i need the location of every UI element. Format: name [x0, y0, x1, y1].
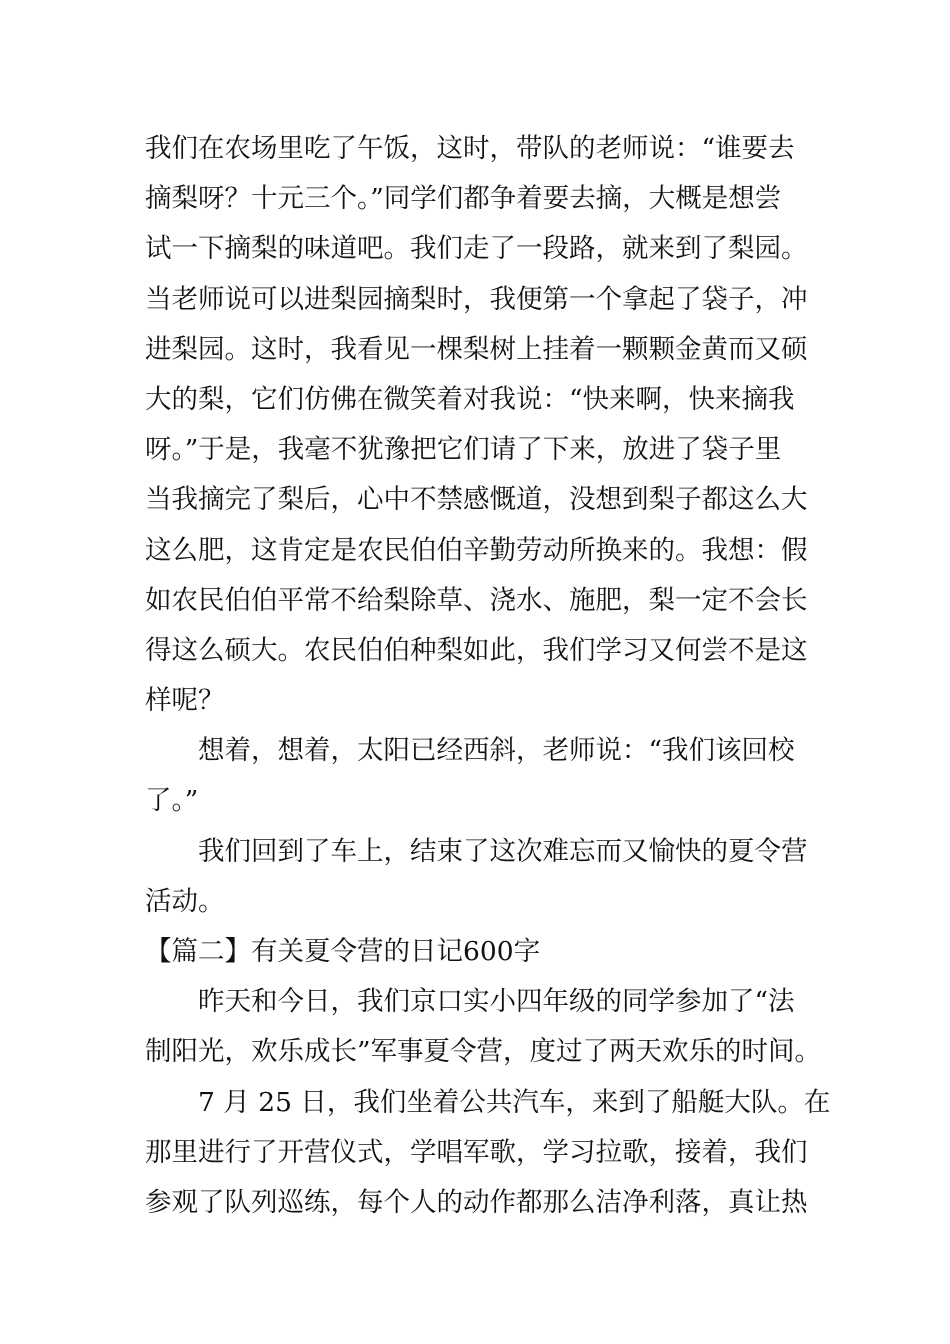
text-line: 制阳光，欢乐成长”军事夏令营，度过了两天欢乐的时间。 [145, 1036, 822, 1068]
text-line: 了。” [145, 785, 199, 817]
paragraph-start-line: 7 月 25 日，我们坐着公共汽车，来到了船艇大队。在 [198, 1086, 831, 1118]
text-line: 我们在农场里吃了午饭，这时，带队的老师说：“谁要去 [145, 133, 795, 164]
document-page [145, 124, 831, 1228]
section-heading: 【篇二】有关夏令营的日记600字 [145, 936, 541, 967]
text-line: 得这么硕大。农民伯伯种梨如此，我们学习又何尝不是这 [145, 634, 808, 666]
paragraph-start-line: 我们回到了车上，结束了这次难忘而又愉快的夏令营 [198, 835, 808, 867]
text-line: 参观了队列巡练，每个人的动作都那么洁净利落，真让热 [145, 1186, 808, 1218]
text-line: 进梨园。这时，我看见一棵梨树上挂着一颗颗金黄而又硕 [145, 333, 808, 365]
text-line: 当老师说可以进梨园摘梨时，我便第一个拿起了袋子，冲 [145, 283, 808, 315]
text-line: 当我摘完了梨后，心中不禁感慨道，没想到梨子都这么大 [145, 484, 808, 516]
text-line: 这么肥，这肯定是农民伯伯辛勤劳动所换来的。我想：假 [145, 534, 808, 566]
text-line: 活动。 [145, 885, 225, 917]
text-line: 大的梨，它们仿佛在微笑着对我说：“快来啊，快来摘我 [145, 383, 795, 415]
text-line: 摘梨呀？十元三个。”同学们都争着要去摘，大概是想尝 [145, 183, 782, 215]
text-line: 样呢？ [145, 685, 225, 717]
paragraph-start-line: 想着，想着，太阳已经西斜，老师说：“我们该回校 [198, 735, 795, 767]
text-line: 试一下摘梨的味道吧。我们走了一段路，就来到了梨园。 [145, 233, 808, 265]
paragraph-start-line: 昨天和今日，我们京口实小四年级的同学参加了“法 [198, 986, 795, 1018]
text-line: 那里进行了开营仪式，学唱军歌，学习拉歌，接着，我们 [145, 1136, 808, 1168]
text-line: 如农民伯伯平常不给梨除草、浇水、施肥，梨一定不会长 [145, 584, 808, 616]
text-line: 呀。”于是，我毫不犹豫把它们请了下来，放进了袋子里 [145, 434, 782, 466]
